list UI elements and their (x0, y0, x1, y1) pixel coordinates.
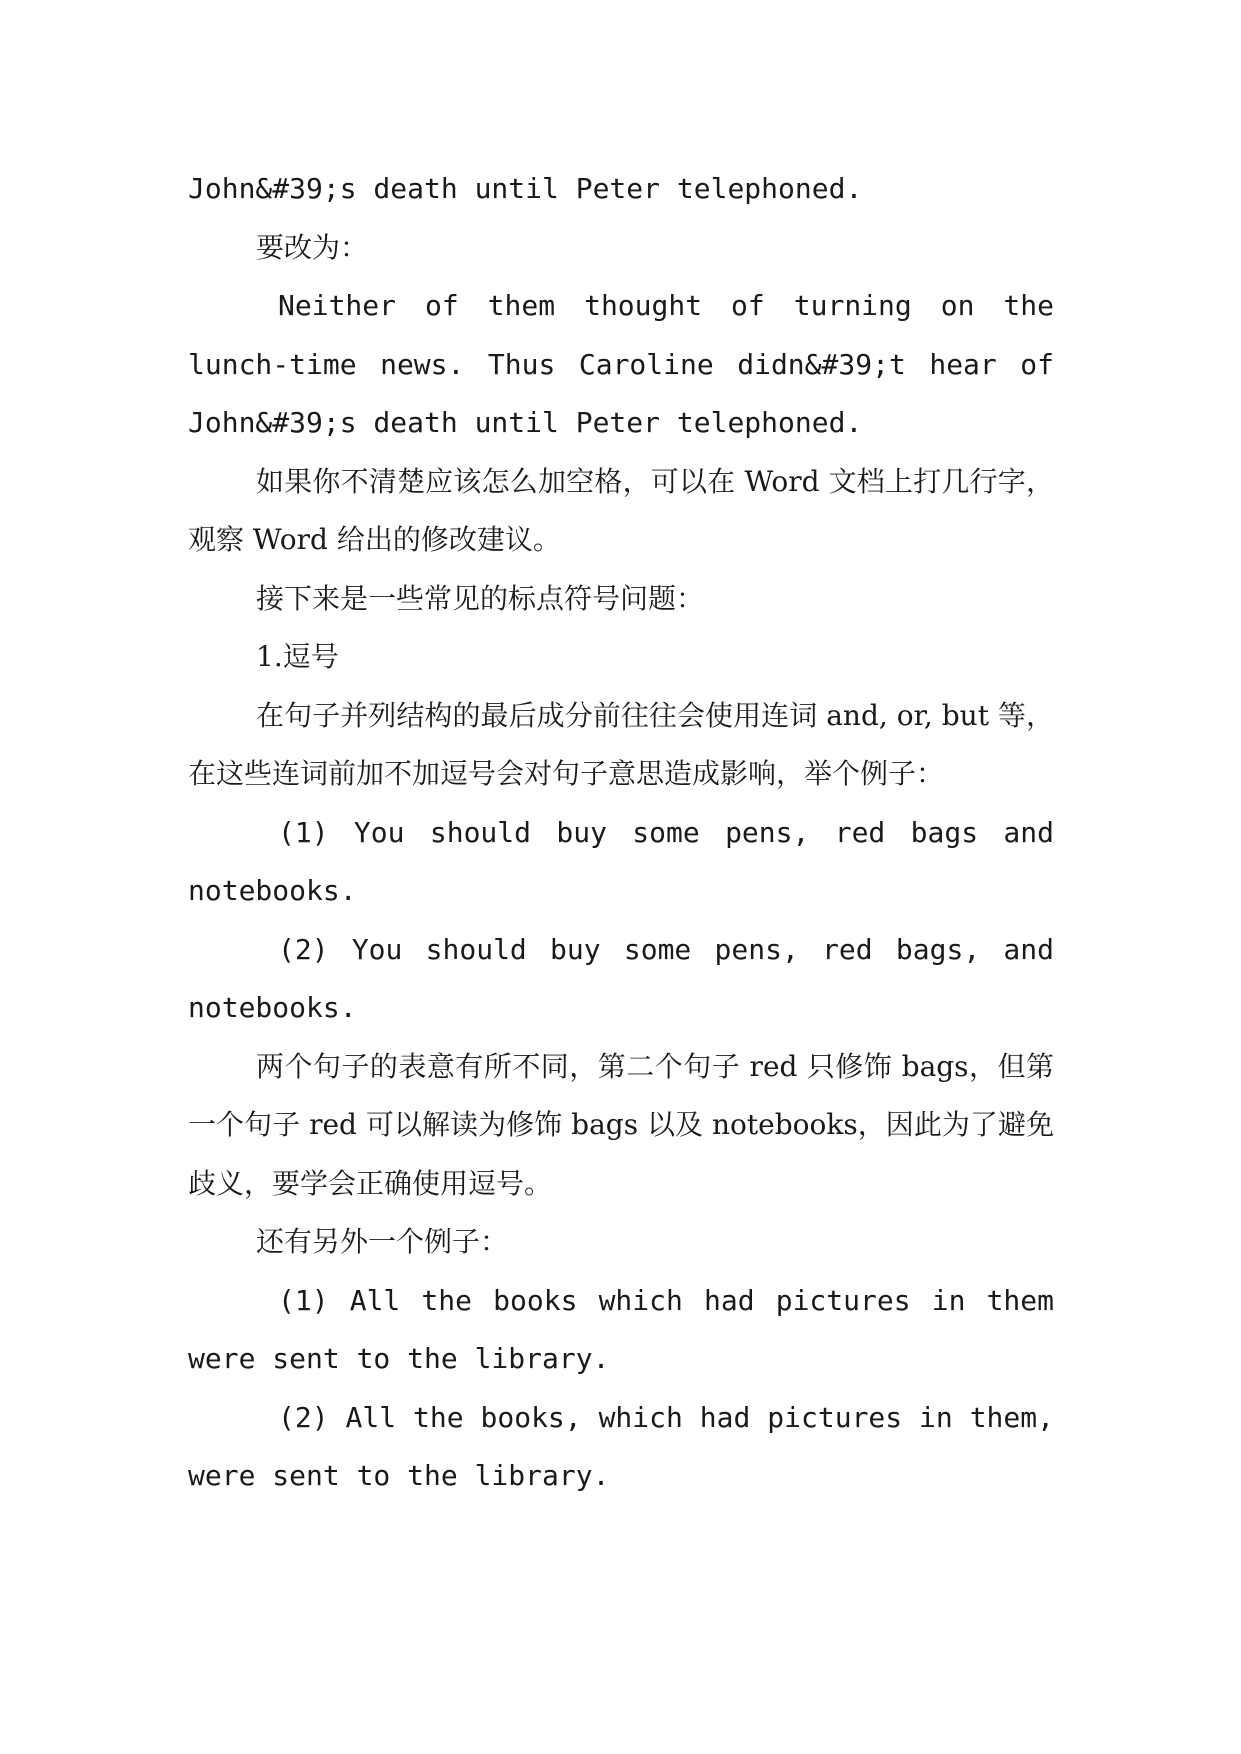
example-sentence-2a: (1) All the books which had pictures in them were sent to the library. (188, 1283, 1054, 1375)
paragraph-change-to: 要改为： (256, 230, 369, 264)
paragraph-punctuation-intro: 接下来是一些常见的标点符号问题： (256, 581, 705, 615)
paragraph-meaning-difference: 两个句子的表意有所不同，第二个句子 red 只修饰 bags，但第一个句子 red 可以解读为修饰 bags 以及 notebooks，因此为了避免歧义，要学会正确使用逗号。 (188, 1049, 1054, 1200)
paragraph-continuation: John&#39;s death until Peter telephoned. (188, 172, 863, 205)
heading-comma: 1.逗号 (256, 640, 339, 673)
paragraph-word-tip: 如果你不清楚应该怎么加空格，可以在 Word 文档上打几行字，观察 Word 给出的修改建议。 (188, 464, 1054, 556)
paragraph-comma-explanation: 在句子并列结构的最后成分前往往会使用连词 and, or, but 等，在这些连词前加不加逗号会对句子意思造成影响，举个例子： (188, 698, 1054, 790)
document-body (188, 160, 1054, 1506)
paragraph-corrected-example: Neither of them thought of turning on the lunch-time news. Thus Caroline didn&#39;t hear of John&#39;s death until Peter telephoned. (188, 289, 1054, 439)
paragraph-another-example: 还有另外一个例子： (256, 1225, 509, 1258)
example-sentence-1a: (1) You should buy some pens, red bags and notebooks. (188, 815, 1054, 907)
example-sentence-1b: (2) You should buy some pens, red bags, and notebooks. (188, 932, 1054, 1024)
example-sentence-2b: (2) All the books, which had pictures in them, were sent to the library. (188, 1400, 1054, 1492)
